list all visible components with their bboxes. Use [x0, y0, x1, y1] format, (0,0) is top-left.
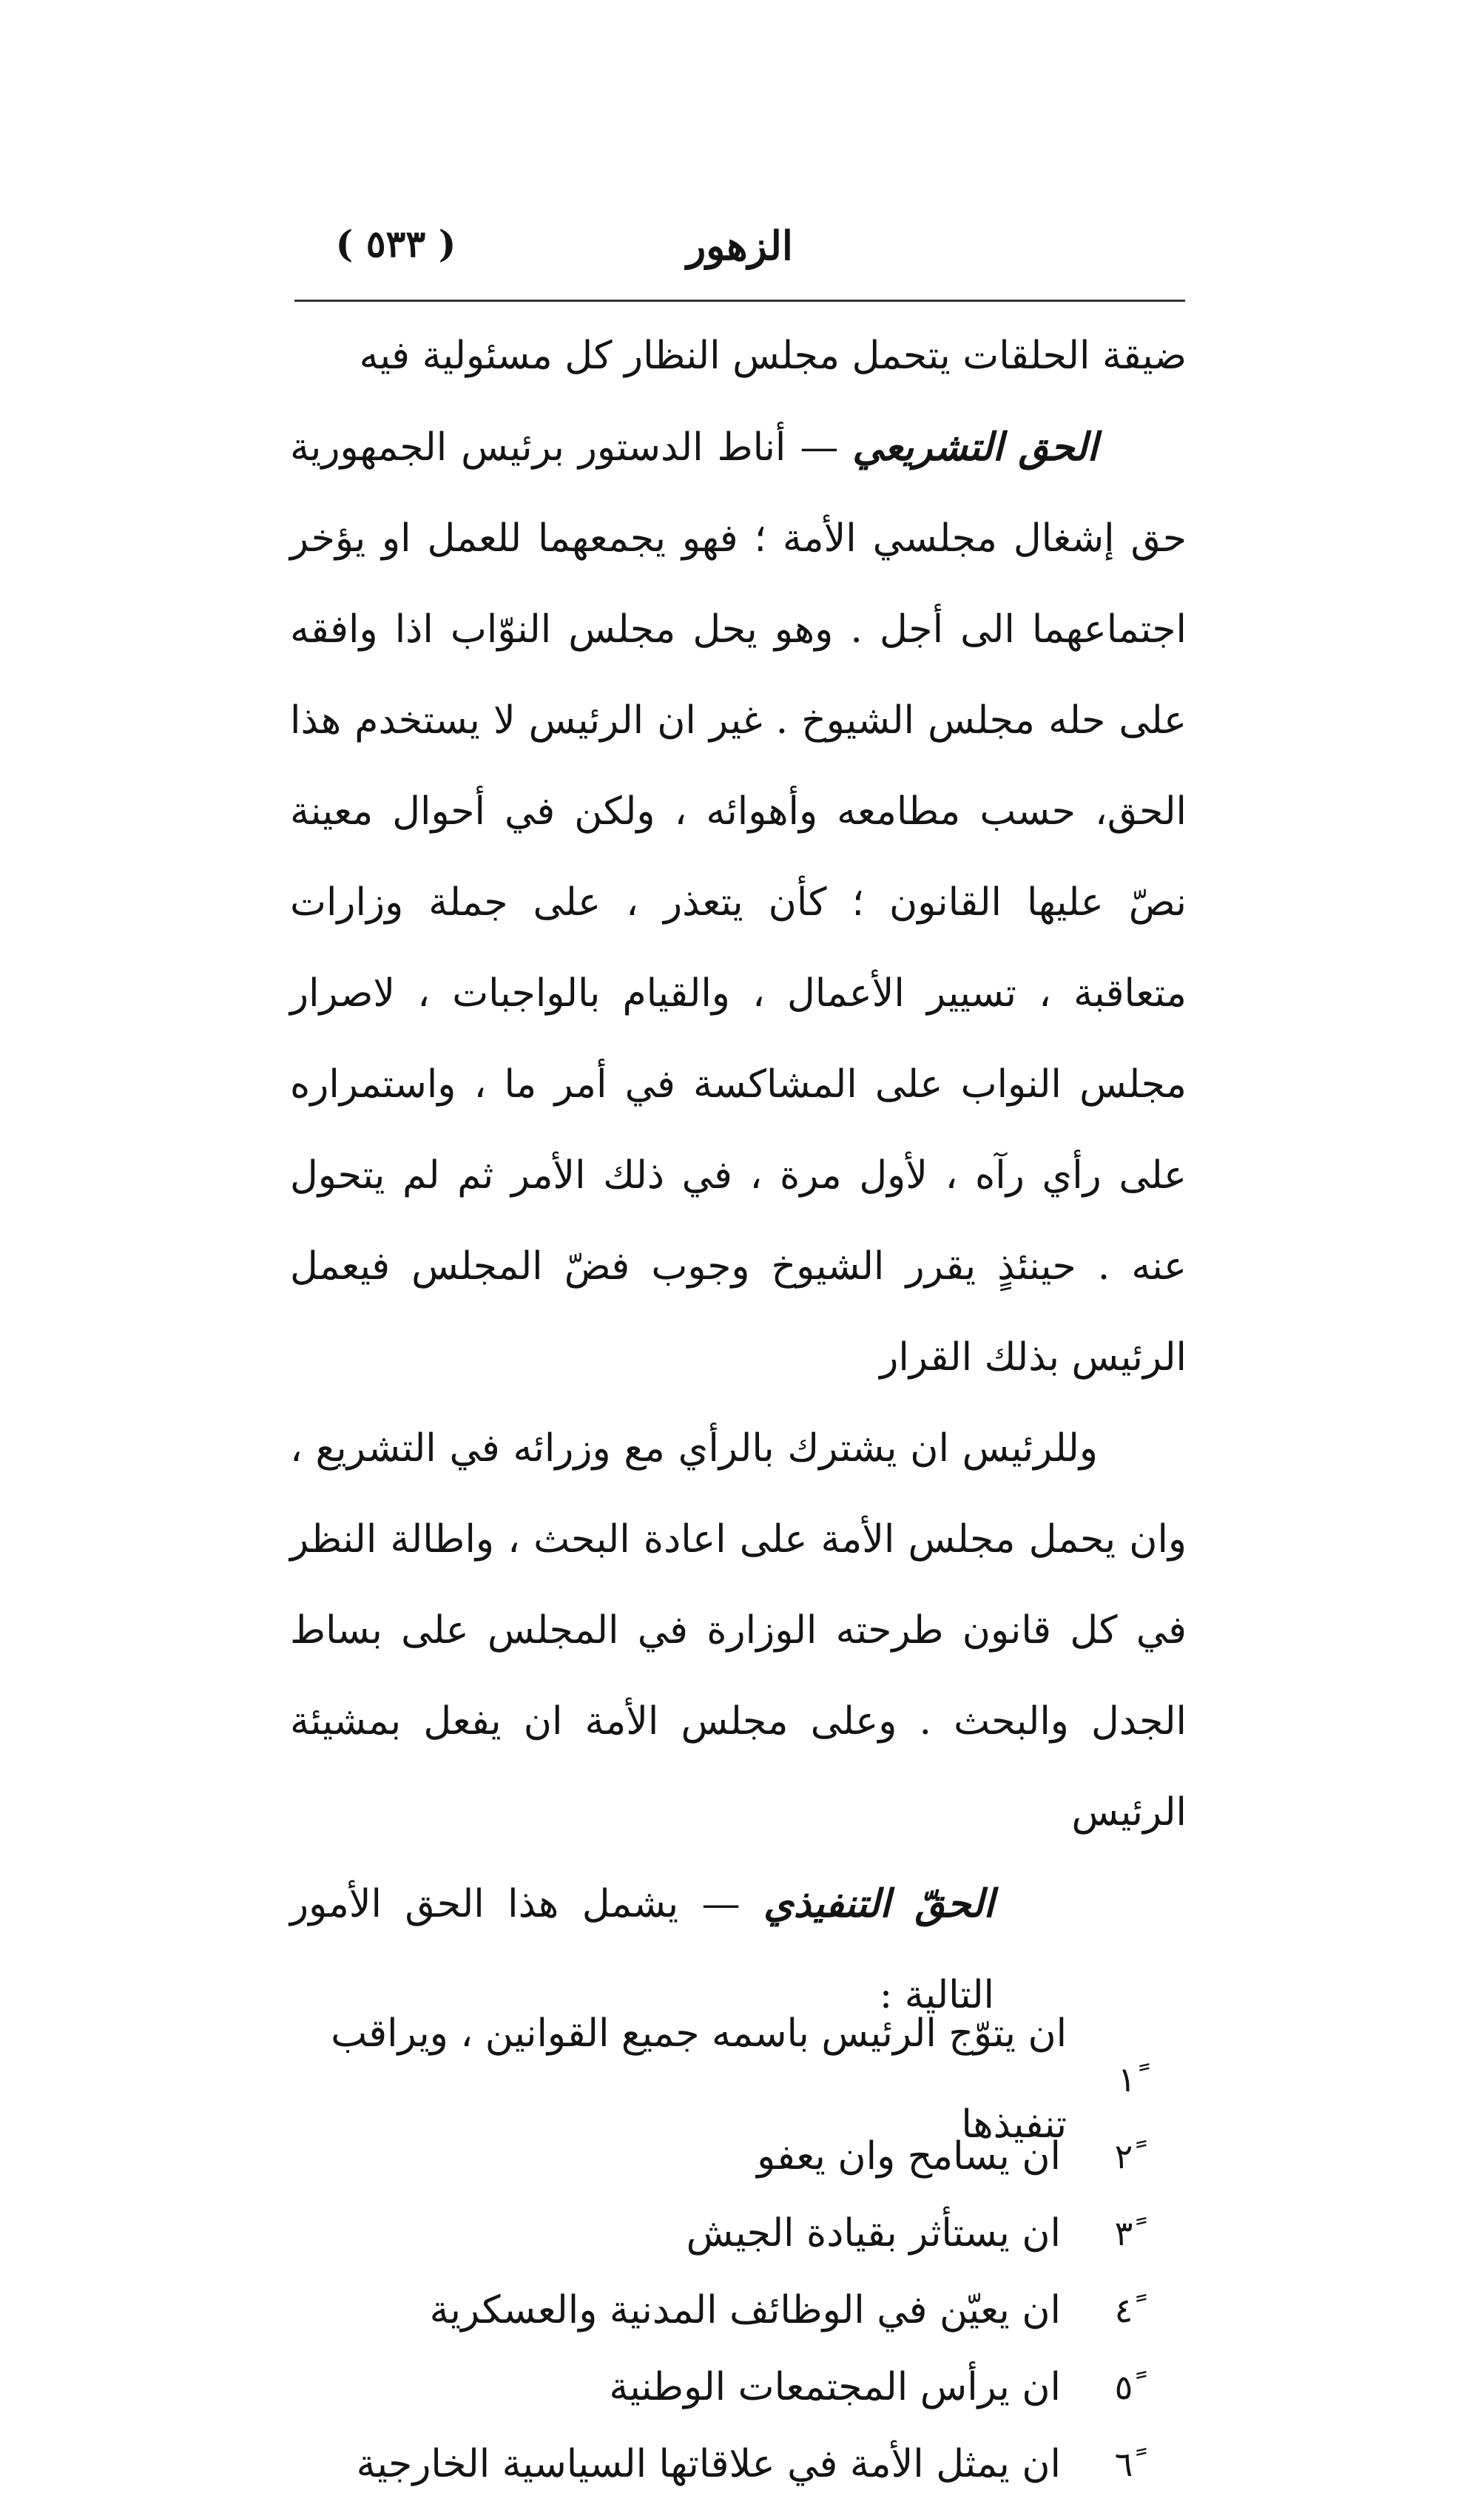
running-title: الزهور — [687, 222, 793, 269]
paragraph-text: — أناط الدستور برئيس الجمهورية حق إشغال مجلسي الأمة ؛ فهو يجمعهما للعمل او يؤخر اجتماعهما الى أجل . وهو يحل مجلس النوّاب اذا وافقه على حله مجلس الشيوخ . غير ان الرئيس لا يستخدم هذا الحق، حسب مطامعه وأهوائه ، ولكن في أحوال معينة نصّ عليها القانون ؛ كأن يتعذر ، على جملة وزارات متعاقبة ، تسيير الأعمال ، والقيام بالواجبات ، لاصرار مجلس النواب على المشاكسة في أمر ما ، واستمراره على رأي رآه ، لأول مرة ، في ذلك الأمر ثم لم يتحول عنه . حينئذٍ يقرر الشيوخ وجوب فضّ المجلس فيعمل الرئيس بذلك القرار — [290, 425, 1187, 1380]
list-item-number: ٦ً — [1114, 2443, 1133, 2484]
list-item-text: ان يتوّج الرئيس باسمه جميع القوانين ، ويراقب تنفيذها — [331, 2011, 1068, 2147]
list-item-number: ٤ً — [1114, 2290, 1133, 2330]
list-item — [290, 2349, 1187, 2426]
list-item — [290, 2195, 1187, 2272]
page-number: ( ٥٣٣ ) — [335, 222, 456, 266]
paragraph-text: وللرئيس ان يشترك بالرأي مع وزرائه في التشريع ، وان يحمل مجلس الأمة على اعادة البحث ، واطالة النظر في كل قانون طرحته الوزارة في المجلس على بساط الجدل والبحث . وعلى مجلس الأمة ان يفعل بمشيئة الرئيس — [290, 1426, 1187, 1835]
list-item-number: ٢ً — [1114, 2136, 1133, 2176]
list-item-number: ٣ً — [1114, 2213, 1133, 2253]
list-item-text: ان يسامح وان يعفو — [757, 2133, 1061, 2179]
list-item-text: ان يرأس المجتمعات الوطنية — [609, 2364, 1061, 2409]
list-item-text: ان يعيّن في الوظائف المدنية والعسكرية — [429, 2287, 1061, 2332]
paragraph-president-role — [290, 1403, 1187, 1858]
list-item — [290, 2426, 1187, 2503]
section-runin-heading: الحقّ التنفيذي — [763, 1881, 994, 1926]
page-header — [296, 222, 1184, 303]
list-item-text: ان يستأثر بقيادة الجيش — [686, 2210, 1061, 2256]
list-item — [290, 2011, 1187, 2147]
paragraph-text: ضيقة الحلقات يتحمل مجلس النظار كل مسئولية فيه — [359, 334, 1187, 378]
list-item — [290, 2272, 1187, 2349]
body-text — [290, 311, 1187, 2503]
paragraph-legislative — [290, 402, 1187, 1403]
list-item-number: ١ً — [1117, 2059, 1136, 2099]
section-runin-heading: الحق التشريعي — [852, 425, 1098, 470]
list-item-number: ٥ً — [1114, 2366, 1133, 2407]
list-item-text: ان يمثل الأمة في علاقاتها السياسية الخارجية — [356, 2441, 1061, 2486]
paragraph-continuation — [290, 311, 1187, 402]
paragraph-text: — يشمل هذا الحق الأمور التالية : — [290, 1882, 994, 2017]
header-rule — [294, 300, 1185, 302]
executive-powers-list — [290, 2011, 1187, 2503]
